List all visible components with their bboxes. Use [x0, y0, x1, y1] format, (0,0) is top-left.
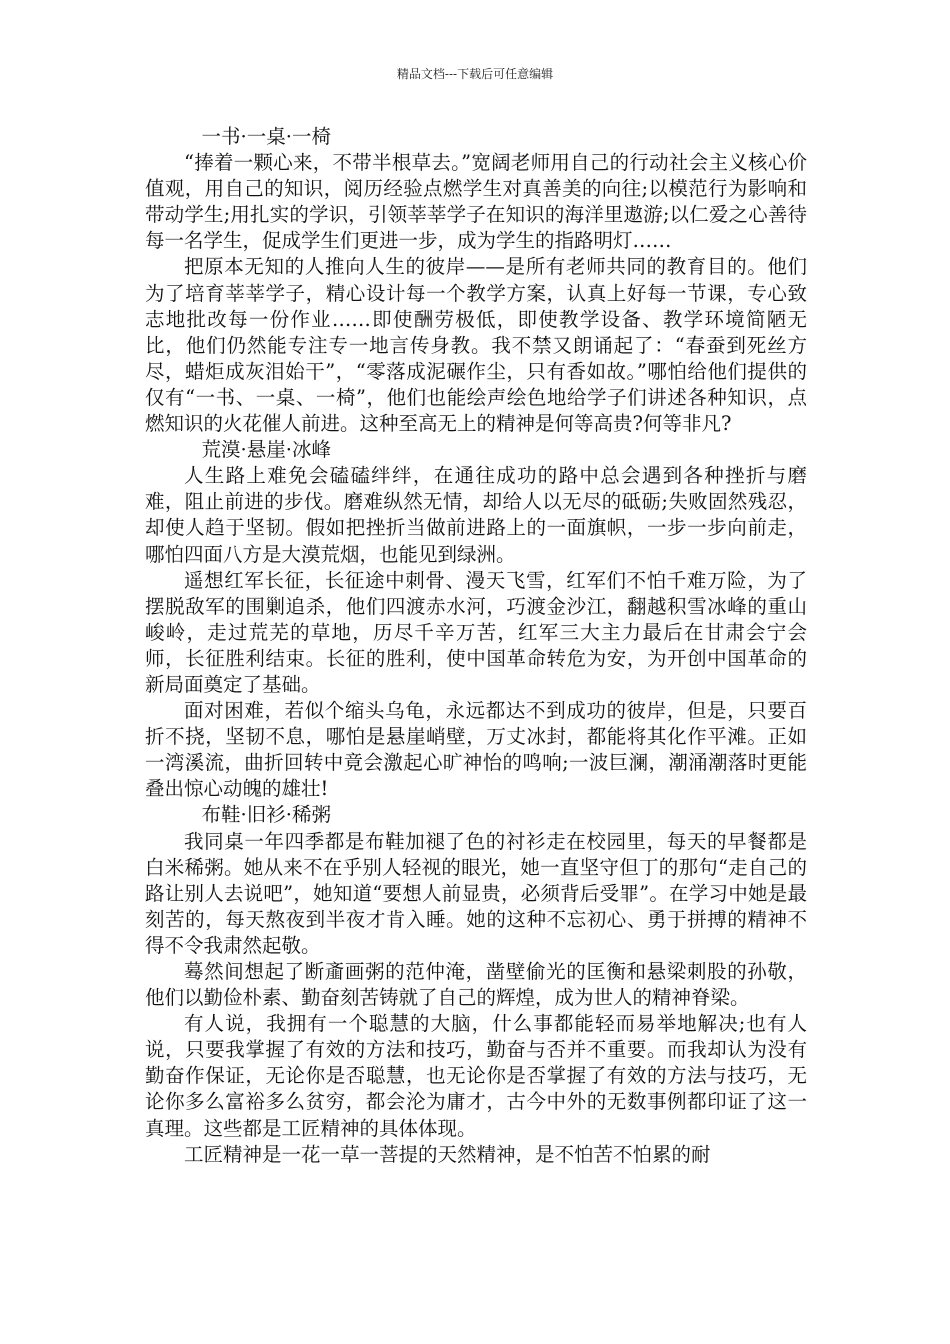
section-heading: 布鞋·旧衫·稀粥	[201, 803, 331, 827]
body-paragraph: 蓦然间想起了断齑画粥的范仲淹，凿壁偷光的匡衡和悬梁刺股的孙敬，他们以勤俭朴素、勤奋刻苦铸就了自己的辉煌，成为世人的精神脊梁。	[145, 960, 807, 1010]
body-paragraph: 面对困难，若似个缩头乌龟，永远都达不到成功的彼岸，但是，只要百折不挠，坚韧不息，哪怕是悬崖峭壁，万丈冰封，都能将其化作平滩。正如一湾溪流，曲折回转中竟会激起心旷神怡的鸣响;一波巨澜，潮涌潮落时更能叠出惊心动魄的雄壮!	[145, 699, 807, 801]
body-paragraph: 工匠精神是一花一草一菩提的天然精神，是不怕苦不怕累的耐	[184, 1142, 711, 1166]
body-paragraph: 把原本无知的人推向人生的彼岸——是所有老师共同的教育目的。他们为了培育莘莘学子，精心设计每一个教学方案，认真上好每一节课，专心致志地批改每一份作业……即使酬劳极低，即使教学设备、教学环境简陋无比，他们仍然能专注专一地言传身教。我不禁又朗诵起了：“春蚕到死丝方尽，蜡炬成灰泪始干”，“零落成泥碾作尘，只有香如故。”哪怕给他们提供的仅有“一书、一桌、一椅”，他们也能绘声绘色地给学子们讲述各种知识，点燃知识的火花催人前进。这种至高无上的精神是何等高贵?何等非凡?	[145, 255, 807, 436]
body-paragraph: 人生路上难免会磕磕绊绊，在通往成功的路中总会遇到各种挫折与磨难，阻止前进的步伐。磨难纵然无情，却给人以无尽的砥砺;失败固然残忍，却使人趋于坚韧。假如把挫折当做前进路上的一面旗帜，一步一步向前走，哪怕四面八方是大漠荒烟，也能见到绿洲。	[145, 464, 807, 566]
body-paragraph: 有人说，我拥有一个聪慧的大脑，什么事都能轻而易举地解决;也有人说，只要我掌握了有效的方法和技巧，勤奋与否并不重要。而我却认为没有勤奋作保证，无论你是否聪慧，也无论你是否掌握了有效的方法与技巧，无论你多么富裕多么贫穷，都会沦为庸才，古今中外的无数事例都印证了这一真理。这些都是工匠精神的具体体现。	[145, 1012, 807, 1140]
page-header-note: 精品文档---下载后可任意编辑	[396, 67, 554, 81]
section-heading: 一书·一桌·一椅	[201, 125, 331, 148]
body-paragraph: 我同桌一年四季都是布鞋加褪了色的衬衫走在校园里，每天的早餐都是白米稀粥。她从来不在乎别人轻视的眼光，她一直坚守但丁的那句“走自己的路让别人去说吧”，她知道“要想人前显贵，必须背后受罪”。在学习中她是最刻苦的，每天熬夜到半夜才肯入睡。她的这种不忘初心、勇于拼搏的精神不得不令我肃然起敬。	[145, 829, 807, 957]
section-heading: 荒漠·悬崖·冰峰	[201, 438, 331, 462]
body-paragraph: 遥想红军长征，长征途中刺骨、漫天飞雪，红军们不怕千难万险，为了摆脱敌军的围剿追杀，他们四渡赤水河，巧渡金沙江，翻越积雪冰峰的重山峻岭，走过荒芜的草地，历尽千辛万苦，红军三大主力最后在甘肃会宁会师，长征胜利结束。长征的胜利，使中国革命转危为安，为开创中国革命的新局面奠定了基础。	[145, 568, 807, 696]
body-paragraph: “捧着一颗心来，不带半根草去。”宽阔老师用自己的行动社会主义核心价值观，用自己的知识，阅历经验点燃学生对真善美的向往;以模范行为影响和带动学生;用扎实的学识，引领莘莘学子在知识的海洋里遨游;以仁爱之心善待每一名学生，促成学生们更进一步，成为学生的指路明灯……	[145, 151, 807, 253]
document-body	[145, 124, 807, 1168]
